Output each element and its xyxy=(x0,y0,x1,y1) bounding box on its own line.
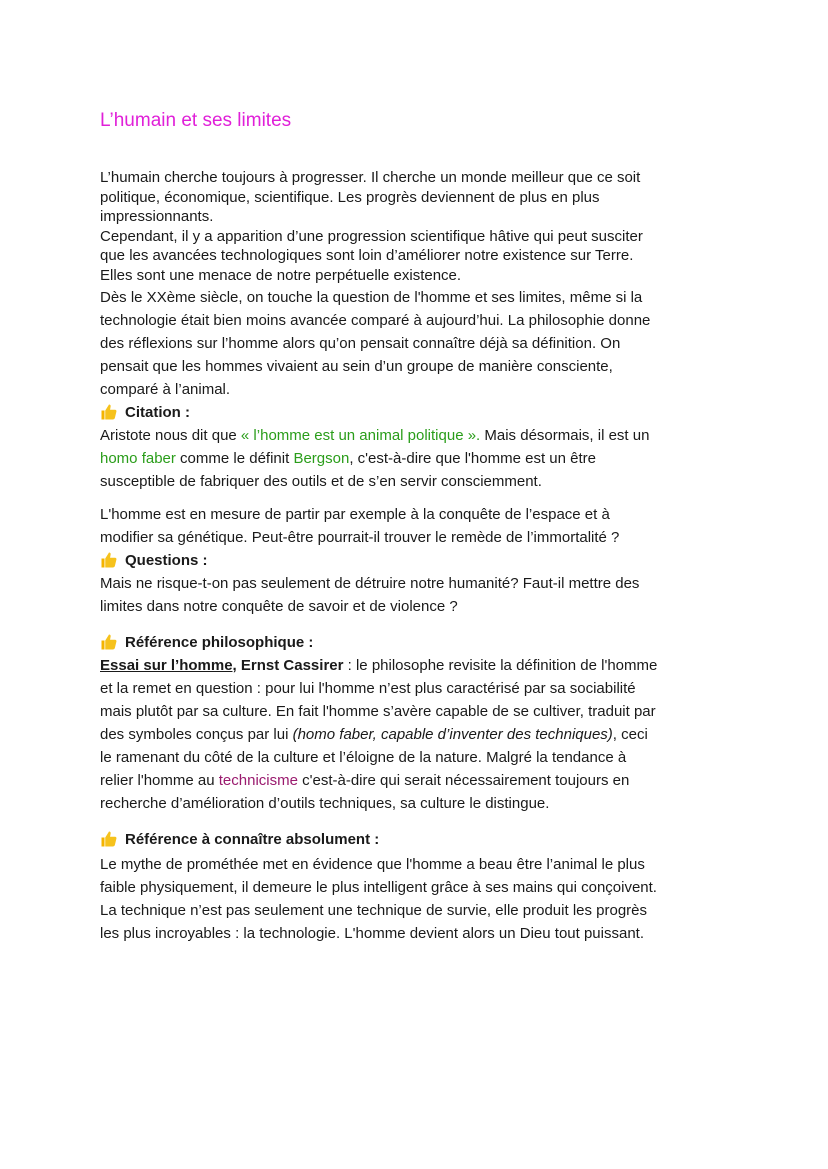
intro-line: Elles sont une menace de notre perpétuelle existence. xyxy=(100,266,462,284)
homo-faber-term: homo faber xyxy=(100,450,176,467)
questions-line: limites dans notre conquête de savoir et de violence ? xyxy=(100,598,458,615)
technicisme-term: technicisme xyxy=(218,772,298,789)
space-line: L'homme est en mesure de partir par exemple à la conquête de l’espace et à xyxy=(100,506,610,523)
reference-heading xyxy=(100,631,740,654)
history-line: technologie était bien moins avancée comparé à aujourd’hui. La philosophie donne xyxy=(100,312,651,329)
book-title: Essai sur l’homme, xyxy=(100,657,237,674)
homo-faber-italic: (homo faber, capable d’inventer des techniques) xyxy=(292,726,613,743)
reference-line: recherche d’amélioration d’outils techniques, sa culture le distingue. xyxy=(100,795,550,812)
must-know-line: La technique n’est pas seulement une technique de survie, elle produit les progrès xyxy=(100,902,648,919)
reference-text: , ceci xyxy=(612,726,648,743)
citation-line xyxy=(100,424,740,447)
citation-text: , c'est-à-dire que l'homme est un être xyxy=(349,450,596,467)
space-line: modifier sa génétique. Peut-être pourrait-il trouver le remède de l’immortalité ? xyxy=(100,529,620,546)
intro-line: L’humain cherche toujours à progresser. Il cherche un monde meilleur que ce soit xyxy=(100,169,641,186)
citation-text: Mais désormais, il est un xyxy=(480,427,650,444)
intro-line: impressionnants. xyxy=(100,208,214,225)
author-name: Ernst Cassirer xyxy=(236,657,344,674)
history-line: pensait que les hommes vivaient au sein d’un groupe de manière consciente, xyxy=(100,358,613,375)
reference-text: relier l'homme au xyxy=(100,772,219,789)
reference-line xyxy=(100,723,740,746)
thumbs-up-icon xyxy=(100,633,118,651)
page-title: L’humain et ses limites xyxy=(100,110,292,131)
history-line: comparé à l’animal. xyxy=(100,381,231,398)
reference-line: mais plutôt par sa culture. En fait l'homme s’avère capable de se cultiver, traduit par xyxy=(100,703,656,720)
must-know-line: Le mythe de prométhée met en évidence que l'homme a beau être l’animal le plus xyxy=(100,856,645,873)
document-body xyxy=(100,168,740,945)
must-know-line: les plus incroyables : la technologie. L'homme devient alors un Dieu tout puissant. xyxy=(100,925,645,942)
aristotle-quote: « l’homme est un animal politique ». xyxy=(240,427,481,444)
reference-line xyxy=(100,654,740,677)
questions-heading xyxy=(100,549,740,572)
questions-heading-label: Questions : xyxy=(125,552,208,569)
citation-heading-label: Citation : xyxy=(125,404,190,421)
must-know-heading-label: Référence à connaître absolument : xyxy=(125,831,380,848)
citation-text: Aristote nous dit que xyxy=(100,427,241,444)
intro-paragraph xyxy=(100,168,740,285)
questions-line: Mais ne risque-t-on pas seulement de détruire notre humanité? Faut-il mettre des xyxy=(100,575,640,592)
reference-heading-label: Référence philosophique : xyxy=(125,634,314,651)
intro-line: politique, économique, scientifique. Les progrès deviennent de plus en plus xyxy=(100,188,600,206)
reference-text: des symboles conçus par lui xyxy=(100,726,293,743)
reference-line: le ramenant du côté de la culture et l’éloigne de la nature. Malgré la tendance à xyxy=(100,749,627,766)
reference-text: : le philosophe revisite la définition de l'homme xyxy=(343,657,658,674)
history-paragraph xyxy=(100,286,740,401)
history-line: Dès le XXème siècle, on touche la question de l'homme et ses limites, même si la xyxy=(100,289,643,306)
reference-line: et la remet en question : pour lui l'homme n’est plus caractérisé par sa sociabilité xyxy=(100,680,636,697)
bergson-name: Bergson xyxy=(293,450,350,467)
history-line: des réflexions sur l’homme alors qu’on pensait connaître déjà sa définition. On xyxy=(100,335,621,352)
citation-line xyxy=(100,447,740,470)
citation-text: comme le définit xyxy=(175,450,294,467)
thumbs-up-icon xyxy=(100,403,118,421)
citation-heading xyxy=(100,401,740,424)
must-know-line: faible physiquement, il demeure le plus intelligent grâce à ses mains qui conçoivent. xyxy=(100,879,657,896)
citation-line: susceptible de fabriquer des outils et de s’en servir consciemment. xyxy=(100,473,542,490)
thumbs-up-icon xyxy=(100,830,118,848)
must-know-heading xyxy=(100,828,740,851)
thumbs-up-icon xyxy=(100,551,118,569)
reference-line xyxy=(100,769,740,792)
reference-text: c'est-à-dire qui serait nécessairement toujours en xyxy=(297,772,630,789)
intro-line: que les avancées technologiques sont loin d’améliorer notre existence sur Terre. xyxy=(100,247,634,264)
intro-line: Cependant, il y a apparition d’une progression scientifique hâtive qui peut susciter xyxy=(100,227,643,245)
